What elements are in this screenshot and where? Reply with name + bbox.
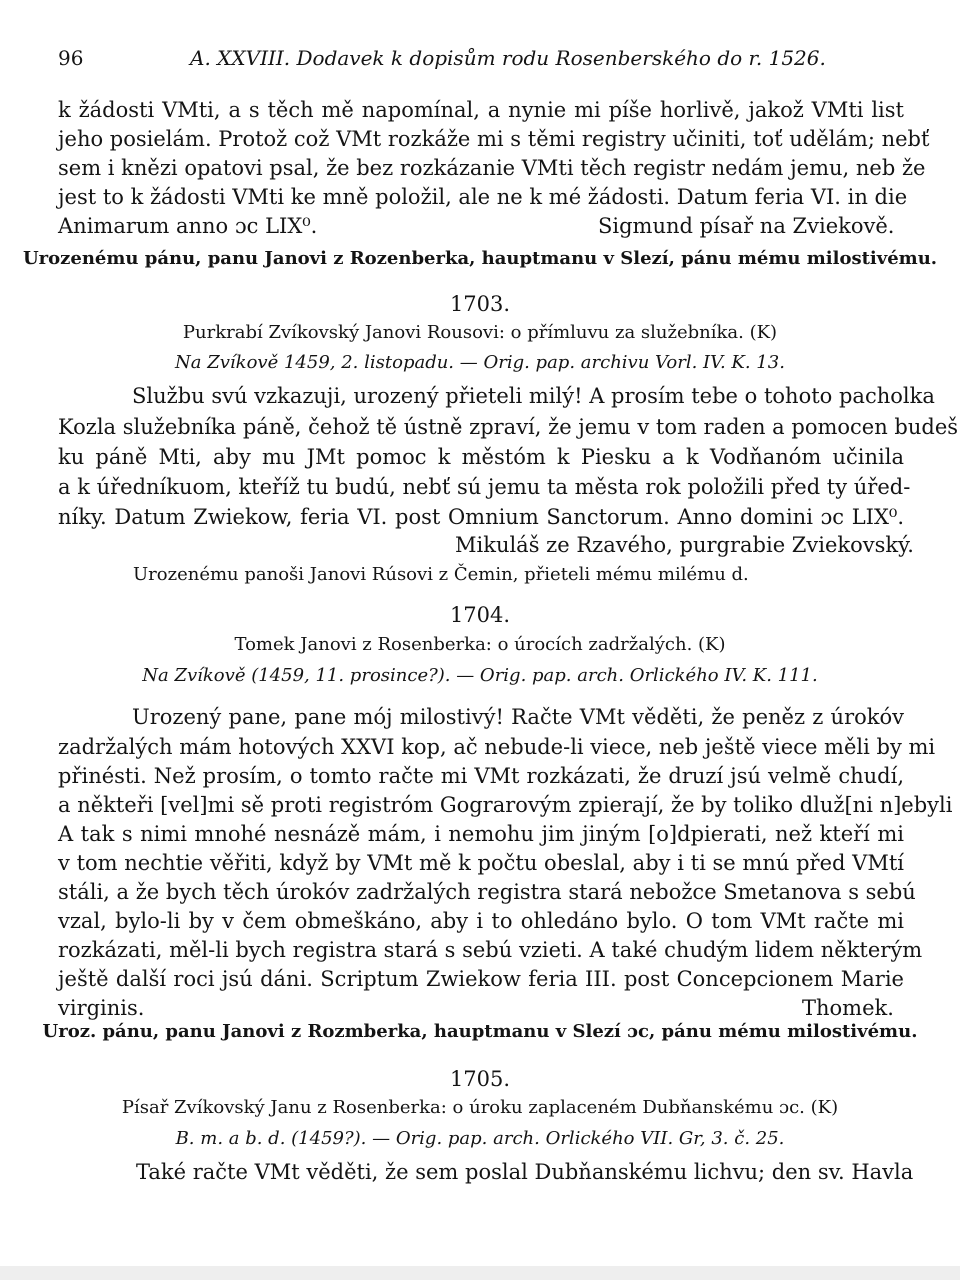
- intro-line-2: jeho posielám. Protož což VMt rozkáže mi s těmi registry učiniti, toť udělám; nebť: [58, 127, 930, 151]
- intro-line-4: jest to k žádosti VMti ke mně položil, ale ne k mé žádosti. Datum feria VI. in die: [58, 185, 908, 209]
- letter-1704-body-4: a někteři [vel]mi sě proti registróm Gograrovým zpierají, že by toliko dluž[ni n]ebyli: [58, 793, 953, 817]
- letter-1704-heading: Tomek Janovi z Rosenberka: o úrocích zadržalých. (K): [234, 634, 726, 655]
- letter-1705-number: 1705.: [449, 1067, 511, 1091]
- letter-1704-body-7: stáli, a že bych těch úrokóv zadržalých registra stará nebožce Smetanova s sebú: [58, 880, 916, 904]
- letter-1703-address: Urozenému panoši Janovi Rúsovi z Čemin, přieteli mému milému d.: [133, 564, 749, 585]
- letter-1703-body-1: Službu svú vzkazuji, urozený přieteli milý! A prosím tebe o tohoto pacholka: [132, 384, 935, 408]
- letter-1703-body-3: ku páně Mti, aby mu JMt pomoc k městóm k Piesku a k Vodňanóm učinila: [58, 445, 904, 469]
- letter-1704-body-10: ještě další roci jsú dáni. Scriptum Zwiekow feria III. post Concepcionem Marie: [58, 967, 904, 991]
- letter-1704-address: Uroz. pánu, panu Janovi z Rozmberka, hauptmanu v Slezí ɔc, pánu mému milostivému.: [42, 1021, 918, 1042]
- letter-1705-body-1: Také račte VMt věděti, že sem poslal Dubňanskému lichvu; den sv. Havla: [136, 1160, 914, 1184]
- intro-line-3: sem i knězi opatovi psal, že bez rozkázanie VMti těch registr nedám jemu, neb že: [58, 156, 926, 180]
- letter-1704-body-5: A tak s nimi mnohé nesnázě mám, i nemohu jim jiným [o]dpierati, než kteří mi: [58, 822, 904, 846]
- page-number: 96: [58, 46, 84, 70]
- intro-date-line: Animarum anno ɔc LIX⁰.: [58, 214, 318, 238]
- letter-1704-source: Na Zvíkově (1459, 11. prosince?). — Orig. pap. arch. Orlického IV. K. 111.: [142, 665, 818, 686]
- letter-1703-signature: Mikuláš ze Rzavého, purgrabie Zviekovský.: [455, 533, 914, 557]
- intro-signature: Sigmund písař na Zviekově.: [598, 214, 895, 238]
- running-title: A. XXVIII. Dodavek k dopisům rodu Rosenberského do r. 1526.: [190, 46, 826, 70]
- letter-1703-number: 1703.: [449, 292, 511, 316]
- letter-1704-body-9: rozkázati, měl-li bych registra stará s sebú vzieti. A také chudým lidem některým: [58, 938, 923, 962]
- letter-1704-body-6: v tom nechtie věřiti, když by VMt mě k počtu obeslal, aby i ti se mnú před VMtí: [58, 851, 904, 875]
- letter-1703-body-4: a k úředníkuom, kteříž tu budú, nebť sú jemu ta města rok položili před ty úřed-: [58, 475, 911, 499]
- letter-1703-body-2: Kozla služebníka páně, čehož tě ústně zpraví, že jemu v tom raden a pomocen budeš: [58, 415, 959, 439]
- letter-1705-source: B. m. a b. d. (1459?). — Orig. pap. arch. Orlického VII. Gr, 3. č. 25.: [175, 1128, 785, 1149]
- letter-1703-body-5: níky. Datum Zwiekow, feria VI. post Omnium Sanctorum. Anno domini ɔc LIX⁰.: [58, 505, 904, 529]
- intro-line-1: k žádosti VMti, a s těch mě napomínal, a nynie mi píše horlivě, jakož VMti list: [58, 98, 904, 122]
- bottom-scan-band: [0, 1266, 960, 1280]
- letter-1704-body-1: Urozený pane, pane mój milostivý! Račte VMt věděti, že peněz z úrokóv: [132, 705, 904, 729]
- letter-1704-body-3: přinésti. Než prosím, o tomto račte mi VMt rozkázati, že druzí jsú velmě chudí,: [58, 764, 904, 788]
- letter-1704-body-11: virginis.: [58, 996, 145, 1020]
- letter-1704-signature: Thomek.: [802, 996, 894, 1020]
- letter-1704-number: 1704.: [449, 603, 511, 627]
- letter-1703-heading: Purkrabí Zvíkovský Janovi Rousovi: o přímluvu za služebníka. (K): [182, 322, 778, 343]
- letter-1704-body-2: zadržalých mám hotových XXVI kop, ač nebude-li viece, neb ještě viece měli by mi: [58, 735, 936, 759]
- letter-1705-heading: Písař Zvíkovský Janu z Rosenberka: o úroku zaplaceném Dubňanskému ɔc. (K): [121, 1097, 839, 1118]
- intro-address: Urozenému pánu, panu Janovi z Rozenberka, hauptmanu v Slezí, pánu mému milostivému.: [22, 248, 938, 269]
- letter-1704-body-8: vzal, bylo-li by v čem obmeškáno, aby i to ohledáno bylo. O tom VMt račte mi: [58, 909, 904, 933]
- letter-1703-source: Na Zvíkově 1459, 2. listopadu. — Orig. pap. archivu Vorl. IV. K. 13.: [175, 352, 785, 373]
